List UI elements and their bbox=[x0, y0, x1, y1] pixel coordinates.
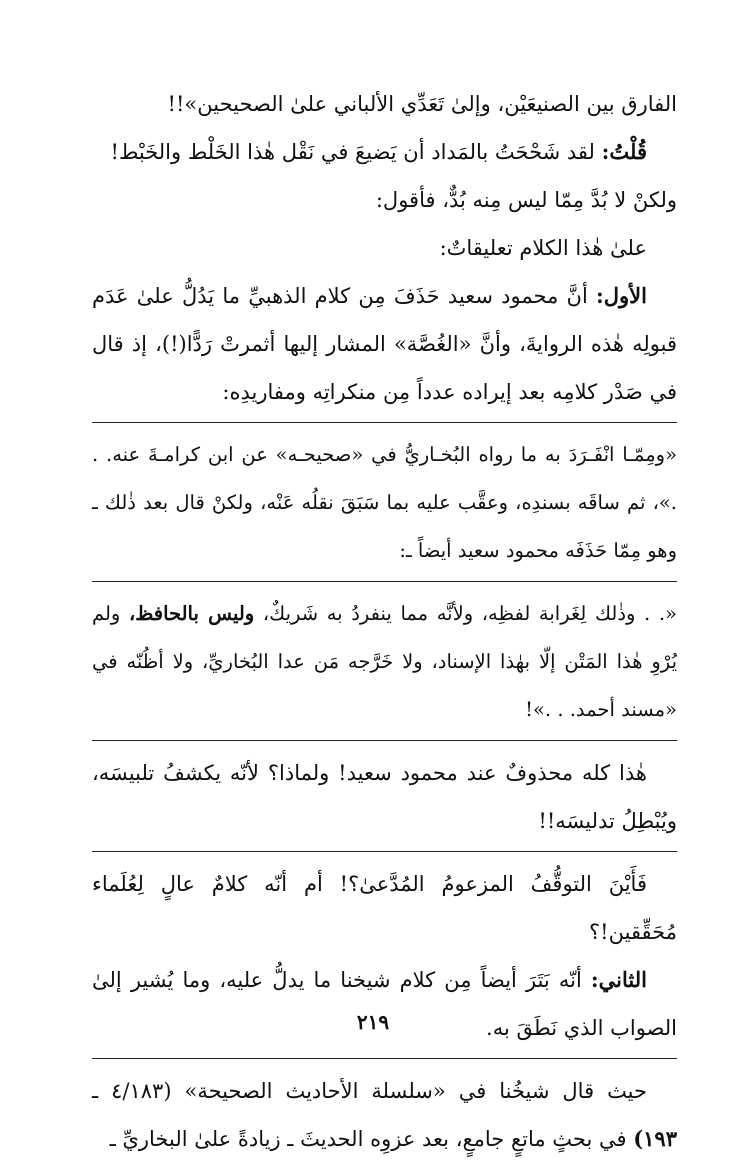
divider bbox=[92, 1058, 677, 1059]
paragraph-text: أنَّ محمود سعيد حَذَفَ مِن كلام الذهبيِّ ما يَدُلُّ علىٰ عَدَم قبولِه هٰذه الروايةَ، وأنَّ «الغُصَّة» المشار إليها أثمرتْ رَدًّا(!)، إذ قال في صَدْر كلامِه بعد إيراده عدداً مِن منكراتِه ومفاريدِه: bbox=[92, 284, 677, 404]
paragraph-text: هٰذا كله محذوفٌ عند محمود سعيد! ولماذا؟ لأنّه يكشفُ تلبيسَه، ويُبْطِلُ تدليسَه!! bbox=[92, 761, 677, 833]
paragraph-text: ولكنْ لا بُدَّ مِمّا ليس مِنه بُدٌّ، فأقول: bbox=[375, 188, 677, 212]
paragraph-text: أنّه بَتَرَ أيضاً مِن كلام شيخنا ما يدلُّ عليه، وما يُشير إلىٰ الصواب الذي نَطَقَ به. bbox=[92, 968, 677, 1040]
divider bbox=[92, 422, 677, 423]
quote-block bbox=[92, 590, 677, 734]
divider bbox=[92, 740, 677, 741]
quote-emphasis: وليس بالحافظ، bbox=[128, 602, 255, 625]
heading-second: الثاني: bbox=[590, 967, 647, 992]
reference-number: ١٩٣) bbox=[633, 1126, 677, 1151]
paragraph-text: الفارق بين الصنيعَيْن، وإلىٰ تَعَدِّي الألباني علىٰ الصحيحين»!! bbox=[167, 92, 677, 116]
paragraph-text: حيث قال شيخُنا في «سلسلة الأحاديث الصحيحة» (٤/١٨٣ ـ bbox=[92, 1079, 648, 1103]
text-line bbox=[92, 80, 677, 128]
paragraph bbox=[92, 749, 677, 845]
quote-text: «. . وذٰلك لِغَرابة لفظِه، ولأنَّه مما ينفردُ به شَريكٌ، bbox=[254, 602, 677, 625]
quote-text: «ومِمّـا انْفَـرَدَ به ما رواه البُخـاريُّ في «صحيحـه» عن ابن كرامـةَ عنه. . .»، ثم ساقَه بسندِه، وعقَّب عليه بما سَبَقَ نقلُه عَنْه، ولكنْ قال بعد ذٰلك ـ وهو مِمّا حَذَفَه محمود سعيد أيضاً ـ: bbox=[92, 443, 677, 562]
divider bbox=[92, 851, 677, 852]
quote-text: ولم يُرْوِ هٰذا المَتْن إلّا بهٰذا الإسناد، ولا خَرَّجه مَن عدا البُخاريِّ، ولا أظُنّه في «مسند أحمد. . .»! bbox=[92, 602, 677, 721]
page-number: ٢١٩ bbox=[356, 1010, 390, 1034]
document-page bbox=[92, 80, 677, 1163]
paragraph bbox=[92, 1067, 677, 1163]
paragraph bbox=[92, 956, 677, 1052]
heading-qult: قُلْتُ: bbox=[601, 139, 647, 164]
paragraph-text: فَأَيْنَ التوقُّفُ المزعومُ المُدَّعىٰ؟! أم أنّه كلامٌ عالٍ لِعُلَماء مُحَقِّقين!؟ bbox=[92, 872, 677, 944]
paragraph bbox=[92, 176, 677, 224]
paragraph-text: لقد شَحْحَتُ بالمَداد أن يَضيعَ في نَقْل هٰذا الخَلْط والخَبْط! bbox=[110, 140, 602, 164]
quote-block bbox=[92, 431, 677, 575]
paragraph bbox=[92, 272, 677, 416]
heading-first: الأول: bbox=[596, 283, 647, 308]
paragraph bbox=[92, 860, 677, 956]
paragraph-text: علىٰ هٰذا الكلام تعليقاتٌ: bbox=[439, 236, 647, 260]
paragraph bbox=[92, 128, 677, 176]
divider bbox=[92, 581, 677, 582]
paragraph-text: في بحثٍ ماتعٍ جامعٍ، بعد عزوِه الحديثَ ـ زيادةً علىٰ البخاريِّ ـ bbox=[109, 1127, 634, 1151]
paragraph bbox=[92, 224, 677, 272]
